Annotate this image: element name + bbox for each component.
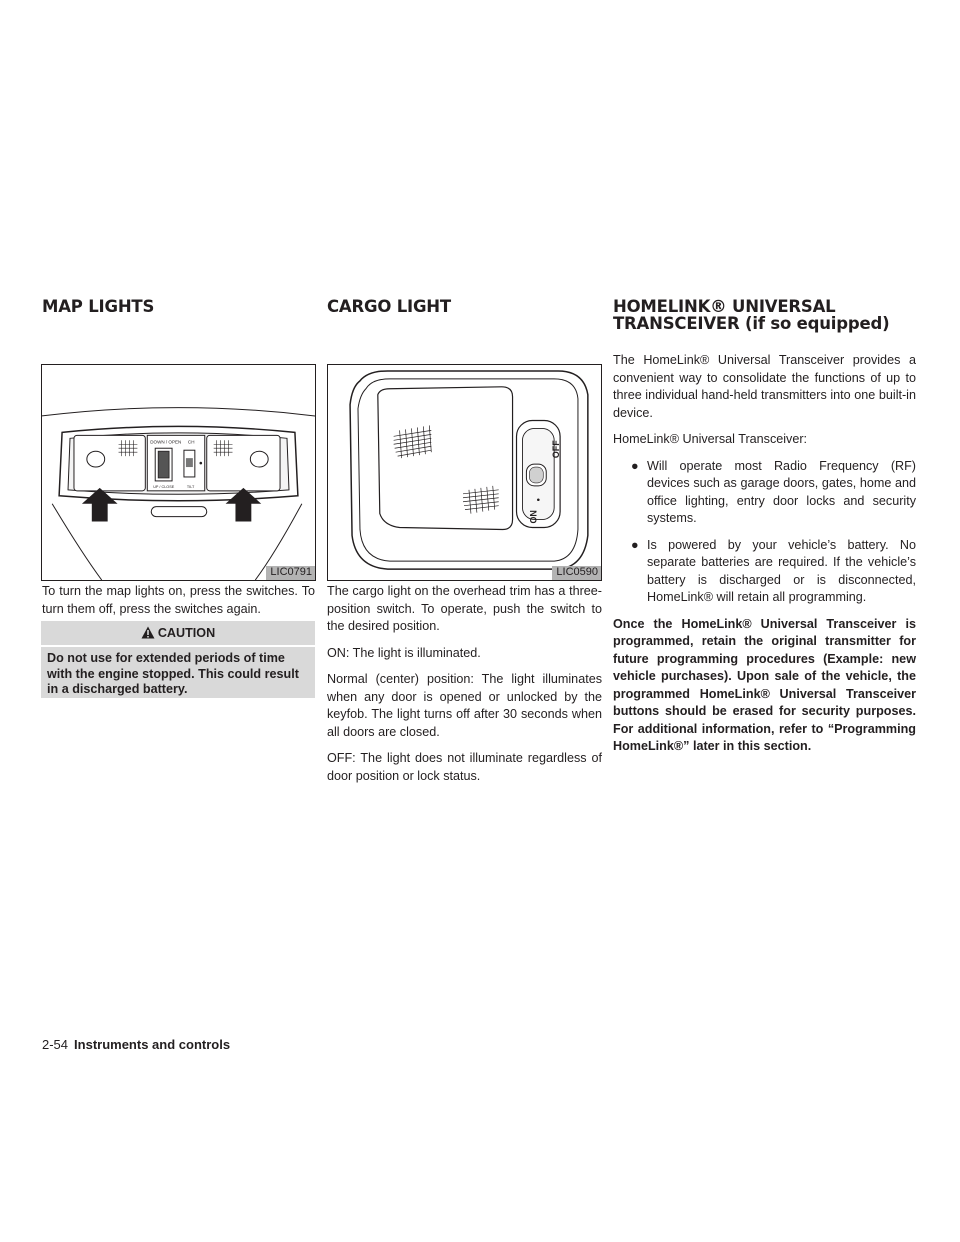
homelink-intro: The HomeLink® Universal Transceiver provides a convenient way to consolidate the functions of up to three individual hand-held transmitters into one built-in device. <box>613 353 916 420</box>
homelink-notice: Once the HomeLink® Universal Transceiver is programmed, retain the original transmitter for future programming procedures (Example: new vehicle purchases). Upon sale of the vehicle, the programmed HomeLink® Universal Transceiver buttons should be erased for security purposes. For additional information, refer to “Programming HomeLink®” later in this section. <box>613 616 916 753</box>
up-close-label: UP / CLOSE <box>153 484 175 489</box>
map-lights-figure-code: LIC0791 <box>266 566 315 580</box>
homelink-column <box>613 352 916 765</box>
map-lights-illustration <box>42 365 315 580</box>
homelink-title-line1: HOMELINK® UNIVERSAL <box>613 297 836 316</box>
ch-label: CH <box>187 439 195 445</box>
homelink-lead: HomeLink® Universal Transceiver: <box>613 432 808 446</box>
cargo-light-paragraph: The cargo light on the overhead trim has a three-position switch. To operate, push the switch to the desired position. <box>327 584 602 633</box>
cargo-light-paragraph: Normal (center) position: The light illuminates when any door is opened or unlocked by the keyfob. The light turns off after 30 seconds when all doors are closed. <box>327 672 602 739</box>
down-open-label: DOWN / OPEN <box>150 439 182 445</box>
caution-text: Do not use for extended periods of time with the engine stopped. This could result in a discharged battery. <box>47 651 299 696</box>
page-number: 2-54 <box>42 1037 69 1052</box>
list-item <box>613 458 916 528</box>
map-lights-figure <box>41 364 316 581</box>
caution-box <box>41 621 315 698</box>
bullet-icon: ● <box>631 458 639 473</box>
homelink-title-line2: TRANSCEIVER (if so equipped) <box>613 314 890 333</box>
map-lights-body: To turn the map lights on, press the switches. To turn them off, press the switches again. <box>42 584 315 616</box>
cargo-light-paragraph: OFF: The light does not illuminate regardless of door position or lock status. <box>327 751 602 783</box>
caution-label: CAUTION <box>157 626 216 640</box>
tilt-label: TILT <box>186 484 195 489</box>
caution-header <box>41 621 315 647</box>
homelink-bullet-list <box>613 458 916 607</box>
list-item <box>613 537 916 607</box>
on-label: ON <box>528 510 539 524</box>
cargo-light-title: CARGO LIGHT <box>327 297 451 316</box>
off-label: OFF <box>551 440 562 459</box>
map-lights-title: MAP LIGHTS <box>42 297 155 316</box>
bullet-text: Will operate most Radio Frequency (RF) devices such as garage doors, gates, home and office lighting, entry door locks and security systems. <box>647 458 916 525</box>
warning-icon <box>141 626 155 639</box>
bullet-text: Is powered by your vehicle’s battery. No separate batteries are required. If the vehicle’s battery is discharged or is disconnected, HomeLink® will retain all programming. <box>647 537 916 604</box>
footer-section-title: Instruments and controls <box>74 1037 231 1052</box>
cargo-light-column <box>327 583 602 794</box>
homelink-title <box>613 298 889 332</box>
cargo-light-figure-code: LIC0590 <box>552 566 601 580</box>
cargo-light-paragraph: ON: The light is illuminated. <box>327 645 481 660</box>
cargo-light-illustration <box>328 365 601 580</box>
bullet-icon: ● <box>631 537 639 552</box>
page-footer <box>42 1037 230 1053</box>
cargo-light-figure <box>327 364 602 581</box>
